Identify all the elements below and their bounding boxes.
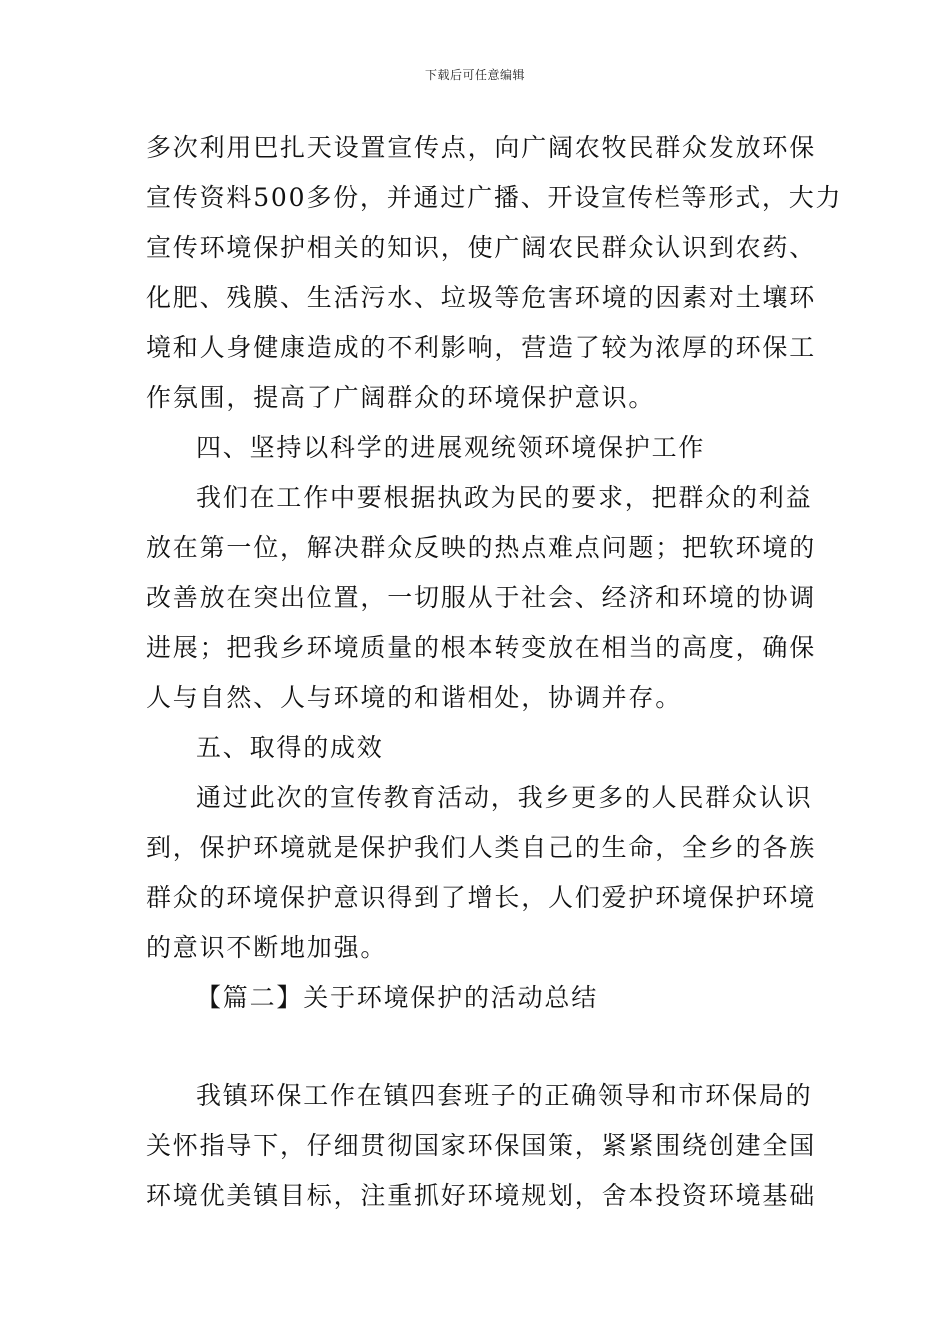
paragraph-line: 宣传资料500多份，并通过广播、开设宣传栏等形式，大力 bbox=[146, 183, 843, 212]
section-heading: 五、取得的成效 bbox=[196, 733, 384, 762]
paragraph-line: 我镇环保工作在镇四套班子的正确领导和市环保局的 bbox=[196, 1081, 813, 1110]
paragraph-line: 关怀指导下，仔细贯彻国家环保国策，紧紧围绕创建全国 bbox=[146, 1131, 817, 1160]
paragraph-line: 多次利用巴扎天设置宣传点，向广阔农牧民群众发放环保 bbox=[146, 133, 817, 162]
paragraph-line: 进展；把我乡环境质量的根本转变放在相当的高度，确保 bbox=[146, 633, 817, 662]
paragraph-line: 境和人身健康造成的不利影响，营造了较为浓厚的环保工 bbox=[146, 333, 817, 362]
paragraph-line: 通过此次的宣传教育活动，我乡更多的人民群众认识 bbox=[196, 783, 813, 812]
paragraph-line: 环境优美镇目标，注重抓好环境规划，舍本投资环境基础 bbox=[146, 1181, 817, 1210]
paragraph-line: 化肥、残膜、生活污水、垃圾等危害环境的因素对土壤环 bbox=[146, 283, 817, 312]
paragraph-line: 的意识不断地加强。 bbox=[146, 933, 388, 962]
paragraph-line: 作氛围，提高了广阔群众的环境保护意识。 bbox=[146, 383, 656, 412]
section-heading: 四、坚持以科学的进展观统领环境保护工作 bbox=[196, 433, 706, 462]
paragraph-line: 人与自然、人与环境的和谐相处，协调并存。 bbox=[146, 683, 683, 712]
paragraph-line: 到，保护环境就是保护我们人类自己的生命，全乡的各族 bbox=[146, 833, 817, 862]
paragraph-line: 放在第一位，解决群众反映的热点难点问题；把软环境的 bbox=[146, 533, 817, 562]
paragraph-line: 改善放在突出位置，一切服从于社会、经济和环境的协调 bbox=[146, 583, 817, 612]
article-title: 【篇二】关于环境保护的活动总结 bbox=[196, 983, 599, 1012]
paragraph-line: 群众的环境保护意识得到了增长，人们爱护环境保护环境 bbox=[146, 883, 817, 912]
page-header-note: 下载后可任意编辑 bbox=[424, 68, 525, 82]
paragraph-line: 宣传环境保护相关的知识，使广阔农民群众认识到农药、 bbox=[146, 233, 817, 262]
paragraph-line: 我们在工作中要根据执政为民的要求，把群众的利益 bbox=[196, 483, 813, 512]
